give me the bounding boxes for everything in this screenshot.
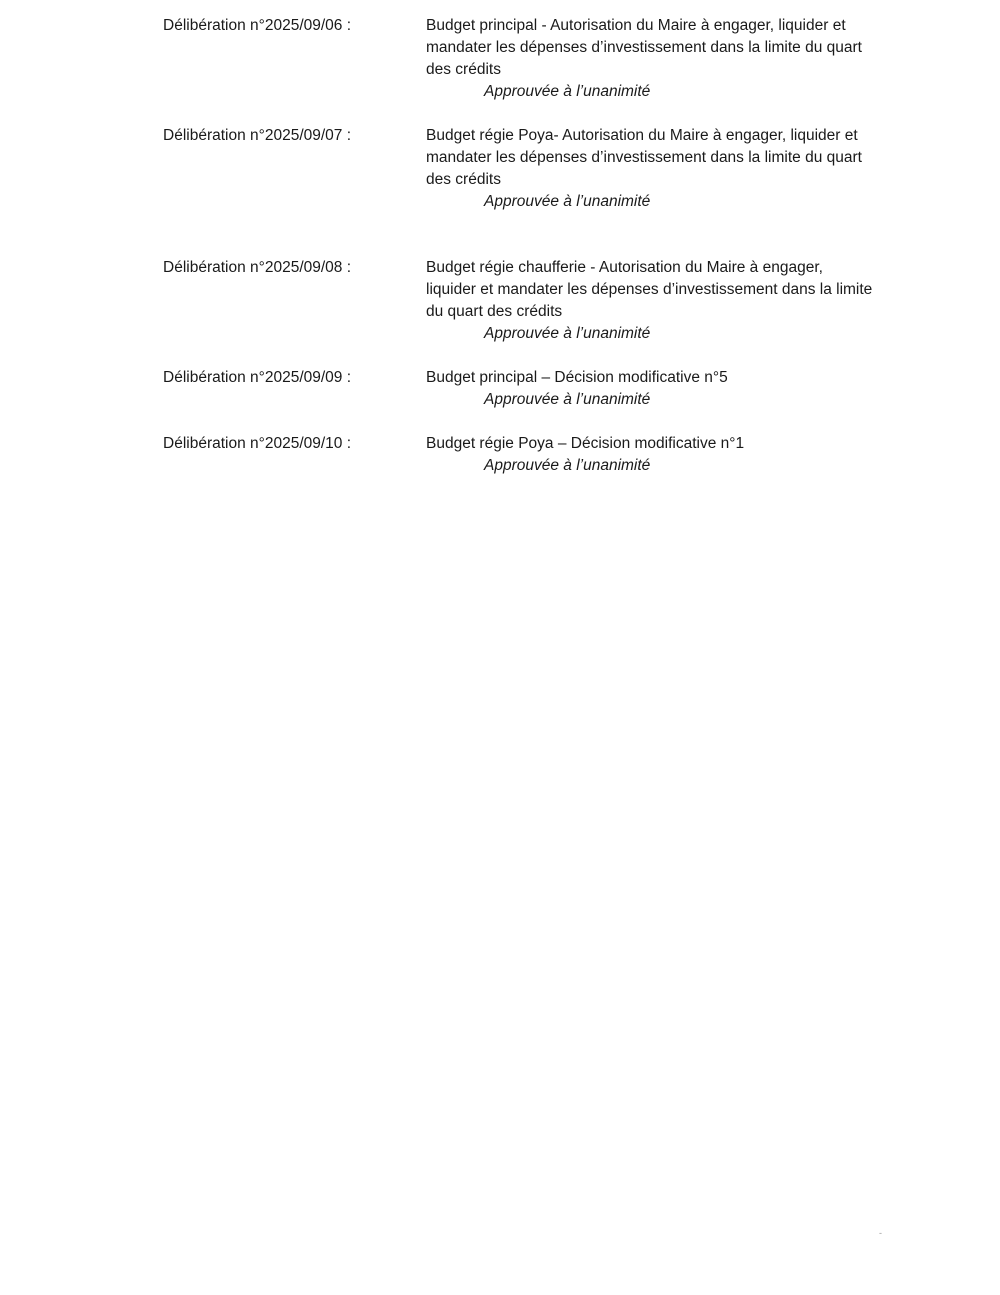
deliberation-number: Délibération n°2025/09/06 : — [163, 17, 352, 34]
deliberation-result: Approuvée à l’unanimité — [484, 391, 651, 408]
deliberation-title: Budget principal – Décision modificative n°5 — [426, 369, 728, 386]
deliberation-body — [426, 125, 876, 213]
deliberation-result: Approuvée à l’unanimité — [484, 325, 651, 342]
deliberation-result: Approuvée à l’unanimité — [484, 83, 651, 100]
deliberation-number: Délibération n°2025/09/07 : — [163, 127, 352, 144]
deliberation-result: Approuvée à l’unanimité — [484, 193, 651, 210]
deliberation-result: Approuvée à l’unanimité — [484, 457, 651, 474]
deliberation-title: Budget régie Poya- Autorisation du Maire à engager, liquider et mandater les dépenses d’investissement dans la limite du quart des crédits — [426, 127, 862, 188]
deliberation-number: Délibération n°2025/09/08 : — [163, 259, 352, 276]
page-mark: - — [879, 1228, 882, 1238]
deliberation-title: Budget régie chaufferie - Autorisation du Maire à engager, liquider et mandater les dépenses d’investissement dans la limite du quart des crédits — [426, 259, 873, 320]
deliberation-body — [426, 257, 876, 345]
deliberation-title: Budget principal - Autorisation du Maire à engager, liquider et mandater les dépenses d’investissement dans la limite du quart des crédits — [426, 17, 862, 78]
deliberation-body — [426, 367, 876, 411]
deliberation-body — [426, 15, 876, 103]
deliberation-title: Budget régie Poya – Décision modificative n°1 — [426, 435, 745, 452]
deliberation-number: Délibération n°2025/09/10 : — [163, 435, 352, 452]
deliberation-body — [426, 433, 876, 477]
deliberation-number: Délibération n°2025/09/09 : — [163, 369, 352, 386]
